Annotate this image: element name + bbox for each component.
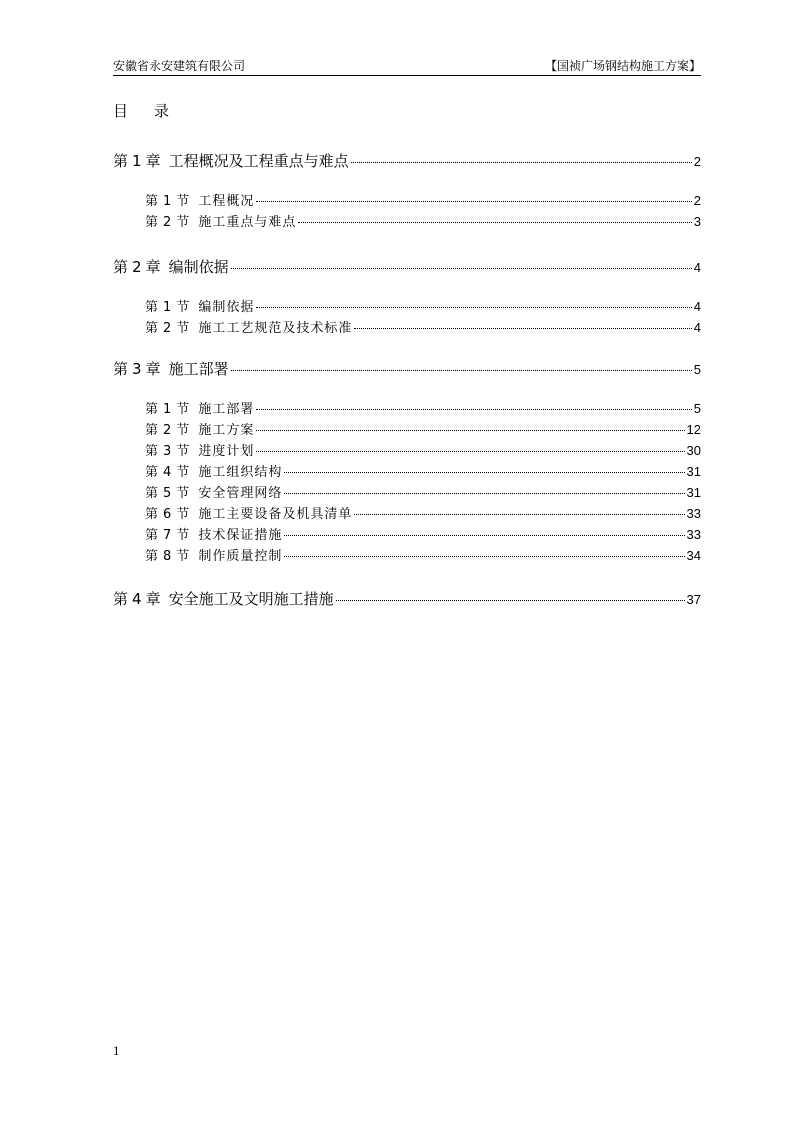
toc-entry-label (145, 461, 282, 480)
toc-entry-suffix: 节 (176, 300, 191, 315)
toc-entry-prefix: 第 (113, 152, 129, 170)
toc-entry-label (145, 482, 282, 501)
toc-entry-suffix: 章 (145, 590, 161, 608)
toc-entry-label (145, 503, 352, 522)
toc-entry-prefix: 第 (113, 258, 129, 276)
toc-dot-leader (256, 307, 691, 308)
toc-entry-prefix: 第 (145, 215, 160, 230)
toc-section-entry[interactable] (145, 211, 701, 230)
toc-entry-prefix: 第 (145, 321, 160, 336)
toc-entry-prefix: 第 (145, 465, 160, 480)
toc-entry-suffix: 节 (176, 486, 191, 501)
toc-entry-number: 1 (132, 152, 142, 170)
toc-dot-leader (256, 430, 684, 431)
toc-entry-prefix: 第 (113, 590, 129, 608)
toc-entry-page-number: 3 (693, 214, 701, 229)
toc-entry-suffix: 节 (176, 444, 191, 459)
toc-entry-prefix: 第 (145, 444, 160, 459)
toc-entry-text: 施工工艺规范及技术标准 (198, 321, 353, 336)
toc-entry-suffix: 节 (176, 423, 191, 438)
toc-entry-page-number: 33 (686, 506, 701, 521)
header-company-name: 安徽省永安建筑有限公司 (113, 59, 246, 73)
toc-entry-text: 施工部署 (198, 402, 255, 417)
toc-section-entry[interactable] (145, 503, 701, 522)
toc-entry-text: 工程概况及工程重点与难点 (168, 152, 349, 170)
toc-title (113, 100, 169, 121)
toc-entry-text: 技术保证措施 (198, 528, 283, 543)
toc-entry-suffix: 节 (176, 194, 191, 209)
toc-section-entry[interactable] (145, 419, 701, 438)
toc-entry-page-number: 30 (686, 443, 701, 458)
toc-entry-label (145, 440, 254, 459)
toc-dot-leader (354, 328, 691, 329)
toc-entry-number: 2 (132, 258, 142, 276)
toc-dot-leader (231, 268, 692, 269)
toc-section-entry[interactable] (145, 482, 701, 501)
toc-entry-number: 7 (163, 528, 173, 543)
toc-entry-text: 安全施工及文明施工措施 (168, 590, 334, 608)
toc-entry-page-number: 34 (686, 548, 701, 563)
toc-section-entry[interactable] (145, 461, 701, 480)
toc-entry-number: 8 (163, 549, 173, 564)
toc-entry-text: 编制依据 (198, 300, 255, 315)
toc-dot-leader (284, 535, 684, 536)
toc-entry-text: 安全管理网络 (198, 486, 283, 501)
toc-entry-label (113, 358, 229, 379)
toc-entry-prefix: 第 (145, 507, 160, 522)
toc-chapter-entry[interactable] (113, 256, 701, 277)
toc-dot-leader (284, 556, 684, 557)
toc-entry-text: 进度计划 (198, 444, 255, 459)
toc-entry-prefix: 第 (113, 360, 129, 378)
toc-dot-leader (231, 370, 692, 371)
toc-entry-number: 4 (163, 465, 173, 480)
toc-entry-number: 1 (163, 194, 173, 209)
toc-entry-page-number: 5 (693, 401, 701, 416)
toc-entry-number: 5 (163, 486, 173, 501)
toc-section-entry[interactable] (145, 190, 701, 209)
toc-entry-number: 3 (163, 444, 173, 459)
toc-entry-label (145, 419, 254, 438)
toc-entry-number: 4 (132, 590, 142, 608)
toc-entry-text: 施工组织结构 (198, 465, 283, 480)
toc-entry-suffix: 章 (145, 152, 161, 170)
toc-entry-page-number: 4 (693, 260, 701, 275)
toc-dot-leader (298, 222, 691, 223)
toc-entry-suffix: 章 (145, 258, 161, 276)
page-header (113, 55, 701, 76)
toc-entry-label (145, 190, 254, 209)
toc-section-entry[interactable] (145, 440, 701, 459)
toc-entry-page-number: 31 (686, 485, 701, 500)
toc-entry-text: 编制依据 (168, 258, 229, 276)
toc-entry-number: 2 (163, 321, 173, 336)
toc-section-entry[interactable] (145, 317, 701, 336)
toc-entry-prefix: 第 (145, 423, 160, 438)
toc-dot-leader (351, 162, 692, 163)
toc-entry-label (145, 317, 352, 336)
toc-entry-label (145, 398, 254, 417)
toc-section-entry[interactable] (145, 398, 701, 417)
toc-entry-suffix: 节 (176, 402, 191, 417)
toc-entry-suffix: 节 (176, 321, 191, 336)
toc-title-char-1: 目 (113, 102, 129, 120)
toc-dot-leader (256, 201, 691, 202)
toc-entry-page-number: 2 (693, 154, 701, 169)
toc-entry-text: 制作质量控制 (198, 549, 283, 564)
toc-dot-leader (256, 451, 684, 452)
toc-entry-suffix: 节 (176, 465, 191, 480)
toc-entry-prefix: 第 (145, 528, 160, 543)
toc-section-entry[interactable] (145, 296, 701, 315)
toc-entry-page-number: 33 (686, 527, 701, 542)
toc-entry-label (113, 150, 349, 171)
toc-entry-suffix: 节 (176, 507, 191, 522)
toc-entry-page-number: 2 (693, 193, 701, 208)
toc-entry-label (145, 296, 254, 315)
toc-dot-leader (284, 493, 684, 494)
toc-entry-page-number: 12 (686, 422, 701, 437)
toc-entry-text: 施工重点与难点 (198, 215, 297, 230)
toc-chapter-entry[interactable] (113, 588, 701, 609)
page-number: 1 (113, 1043, 120, 1058)
toc-dot-leader (256, 409, 691, 410)
toc-entry-label (145, 524, 282, 543)
toc-entry-number: 2 (163, 423, 173, 438)
toc-entry-number: 2 (163, 215, 173, 230)
toc-chapter-entry[interactable] (113, 150, 701, 171)
toc-entry-prefix: 第 (145, 486, 160, 501)
toc-entry-suffix: 节 (176, 528, 191, 543)
toc-entry-text: 施工主要设备及机具清单 (198, 507, 353, 522)
toc-title-char-2: 录 (154, 102, 170, 120)
toc-entry-label (145, 211, 296, 230)
toc-entry-prefix: 第 (145, 194, 160, 209)
toc-dot-leader (336, 600, 685, 601)
toc-entry-text: 施工方案 (198, 423, 255, 438)
toc-entry-page-number: 37 (686, 592, 701, 607)
toc-entry-number: 1 (163, 402, 173, 417)
toc-dot-leader (284, 472, 684, 473)
toc-entry-page-number: 31 (686, 464, 701, 479)
toc-entry-prefix: 第 (145, 549, 160, 564)
toc-entry-suffix: 章 (145, 360, 161, 378)
toc-entry-page-number: 5 (693, 362, 701, 377)
toc-entry-page-number: 4 (693, 320, 701, 335)
toc-entry-suffix: 节 (176, 549, 191, 564)
toc-entry-number: 6 (163, 507, 173, 522)
header-document-title: 【国祯广场钢结构施工方案】 (544, 59, 701, 73)
toc-entry-prefix: 第 (145, 300, 160, 315)
toc-dot-leader (354, 514, 684, 515)
toc-entry-text: 工程概况 (198, 194, 255, 209)
toc-chapter-entry[interactable] (113, 358, 701, 379)
toc-entry-number: 1 (163, 300, 173, 315)
toc-entry-label (113, 256, 229, 277)
toc-entry-number: 3 (132, 360, 142, 378)
toc-section-entry[interactable] (145, 545, 701, 564)
toc-entry-label (113, 588, 334, 609)
toc-entry-suffix: 节 (176, 215, 191, 230)
toc-entry-label (145, 545, 282, 564)
toc-entry-page-number: 4 (693, 299, 701, 314)
toc-entry-text: 施工部署 (168, 360, 229, 378)
toc-entry-prefix: 第 (145, 402, 160, 417)
toc-section-entry[interactable] (145, 524, 701, 543)
